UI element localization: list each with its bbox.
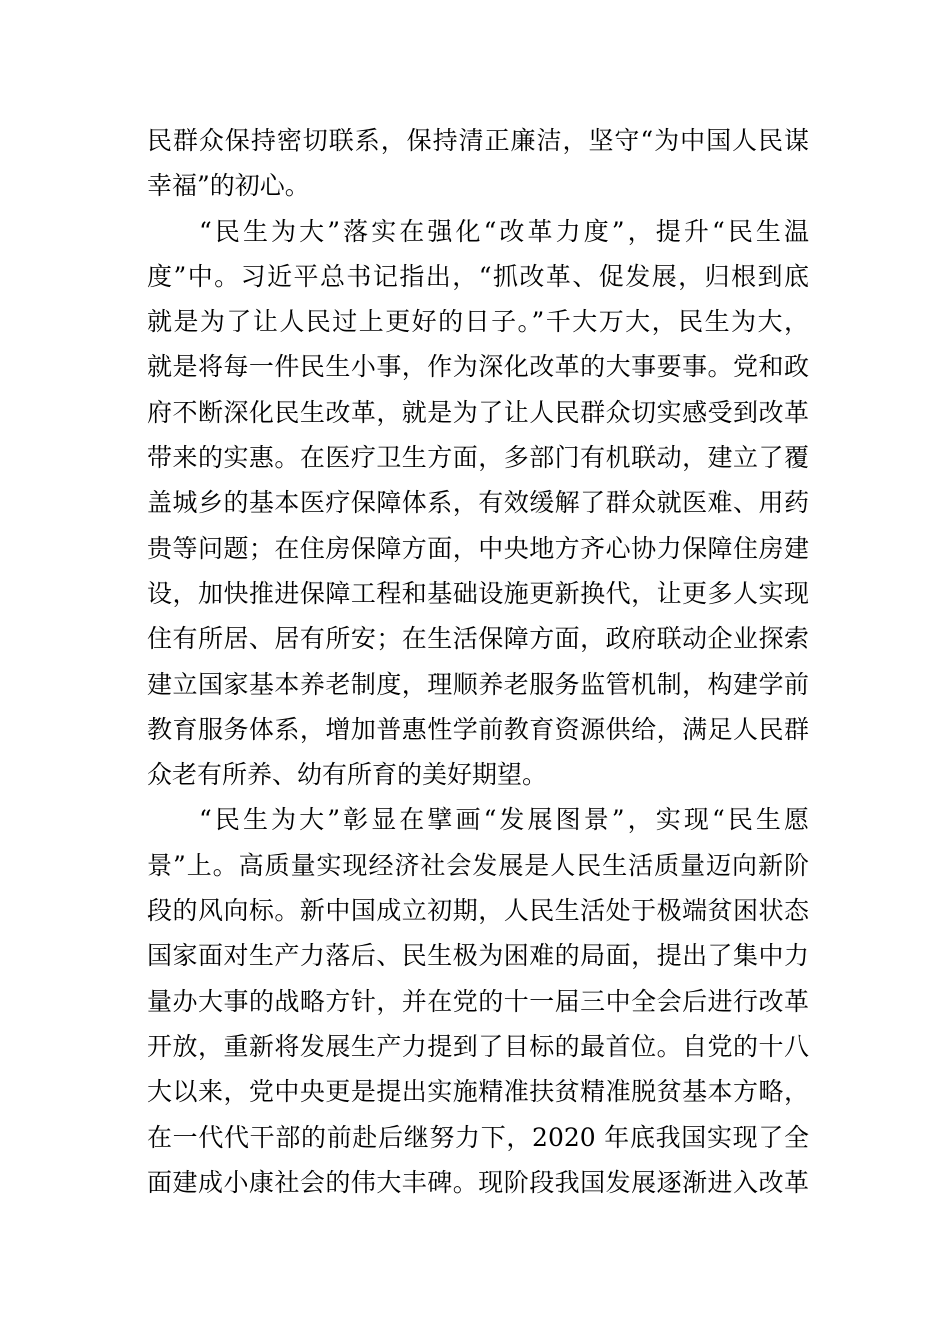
paragraph — [147, 118, 809, 209]
text-line: 在一代代干部的前赴后继努力下，2020 年底我国实现了全 — [147, 1122, 809, 1152]
text-line: 设，加快推进保障工程和基础设施更新换代，让更多人实现 — [147, 578, 809, 608]
text-line: 量办大事的战略方针，并在党的十一届三中全会后进行改革 — [147, 986, 809, 1016]
text-line: 段的风向标。新中国成立初期，人民生活处于极端贫困状态 — [147, 896, 809, 926]
text-line: 大以来，党中央更是提出实施精准扶贫精准脱贫基本方略， — [147, 1077, 809, 1107]
text-line: 教育服务体系，增加普惠性学前教育资源供给，满足人民群 — [147, 714, 809, 744]
text-line: “民生为大”落实在强化“改革力度”，提升“民生温 — [199, 216, 809, 246]
text-line: 开放，重新将发展生产力提到了目标的最首位。自党的十八 — [147, 1031, 809, 1061]
text-line: 幸福”的初心。 — [147, 171, 310, 201]
text-line: 景”上。高质量实现经济社会发展是人民生活质量迈向新阶 — [147, 850, 809, 880]
text-line: 就是将每一件民生小事，作为深化改革的大事要事。党和政 — [147, 352, 809, 382]
text-line: 国家面对生产力落后、民生极为困难的局面，提出了集中力 — [147, 941, 809, 971]
text-line: 贵等问题；在住房保障方面，中央地方齐心协力保障住房建 — [147, 533, 809, 563]
paragraph — [147, 797, 809, 1205]
text-line: 面建成小康社会的伟大丰碑。现阶段我国发展逐渐进入改革 — [147, 1167, 809, 1197]
text-line: 住有所居、居有所安；在生活保障方面，政府联动企业探索 — [147, 624, 809, 654]
paragraph — [147, 209, 809, 798]
text-line: 度”中。习近平总书记指出，“抓改革、促发展，归根到底 — [147, 261, 809, 291]
text-line: “民生为大”彰显在擘画“发展图景”，实现“民生愿 — [199, 805, 809, 835]
document-body — [147, 118, 809, 1205]
text-line: 民群众保持密切联系，保持清正廉洁，坚守“为中国人民谋 — [147, 126, 809, 155]
text-line: 府不断深化民生改革，就是为了让人民群众切实感受到改革 — [147, 397, 809, 427]
text-line: 就是为了让人民过上更好的日子。”千大万大，民生为大， — [147, 307, 809, 337]
text-line: 盖城乡的基本医疗保障体系，有效缓解了群众就医难、用药 — [147, 488, 809, 518]
text-line: 建立国家基本养老制度，理顺养老服务监管机制，构建学前 — [147, 669, 809, 699]
text-line: 众老有所养、幼有所育的美好期望。 — [147, 760, 548, 790]
text-line: 带来的实惠。在医疗卫生方面，多部门有机联动，建立了覆 — [147, 443, 809, 473]
